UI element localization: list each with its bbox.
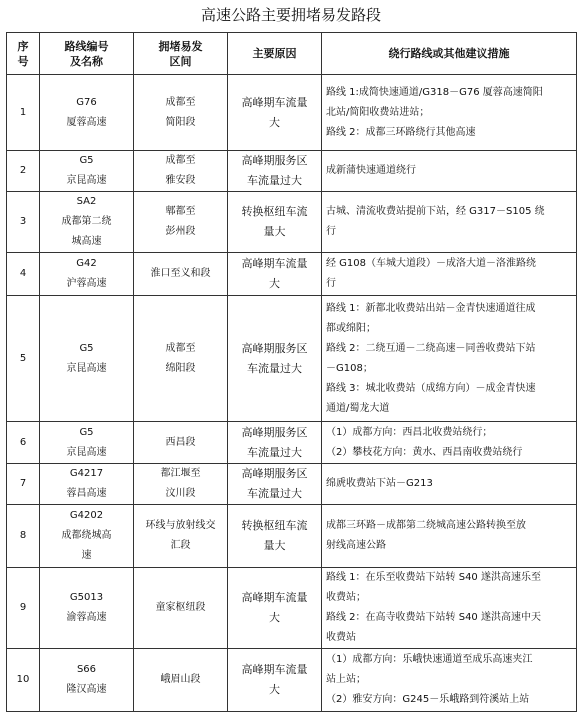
main-cause: 高峰期车流量 大 (228, 75, 322, 151)
main-cause: 高峰期车流量 大 (228, 253, 322, 296)
detour-suggestion: 经 G108（车城大道段）－成洛大道－洛淮路绕 行 (322, 253, 577, 296)
road-name: G4202 成都绕城高 速 (40, 505, 134, 568)
row-number: 3 (7, 192, 40, 253)
congestion-section: 成都至 绵阳段 (134, 296, 228, 422)
main-cause: 高峰期服务区 车流量过大 (228, 422, 322, 464)
header-section: 拥堵易发 区间 (134, 33, 228, 75)
road-name: G5 京昆高速 (40, 422, 134, 464)
road-name: G5 京昆高速 (40, 151, 134, 192)
header-cause: 主要原因 (228, 33, 322, 75)
main-cause: 高峰期服务区 车流量过大 (228, 151, 322, 192)
row-number: 5 (7, 296, 40, 422)
header-road: 路线编号 及名称 (40, 33, 134, 75)
table-row (7, 422, 577, 464)
congestion-section: 淮口至义和段 (134, 253, 228, 296)
table-row (7, 296, 577, 422)
main-cause: 转换枢纽车流 量大 (228, 192, 322, 253)
row-number: 8 (7, 505, 40, 568)
row-number: 4 (7, 253, 40, 296)
road-name: G76 厦蓉高速 (40, 75, 134, 151)
detour-suggestion: （1）成都方向：西昌北收费站绕行； （2）攀枝花方向：黄水、西昌南收费站绕行 (322, 422, 577, 464)
main-cause: 高峰期服务区 车流量过大 (228, 296, 322, 422)
page-title: 高速公路主要拥堵易发路段 (200, 6, 381, 24)
detour-suggestion: （1）成都方向：乐峨快速通道至成乐高速夹江 站上站； （2）雅安方向：G245－乐峨路到符溪站上站 (322, 649, 577, 712)
table-row (7, 75, 577, 151)
road-name: SA2 成都第二绕 城高速 (40, 192, 134, 253)
road-name: S66 隆汉高速 (40, 649, 134, 712)
header-detour: 绕行路线或其他建议措施 (322, 33, 577, 75)
congestion-section: 环线与放射线交 汇段 (134, 505, 228, 568)
congestion-section: 郫都至 彭州段 (134, 192, 228, 253)
row-number: 10 (7, 649, 40, 712)
table-row (7, 649, 577, 712)
road-name: G5013 渝蓉高速 (40, 568, 134, 649)
table-row (7, 192, 577, 253)
detour-suggestion: 路线 1:成简快速通道/G318－G76 厦蓉高速简阳 北站/简阳收费站进站； 路线 2：成都三环路绕行其他高速 (322, 75, 577, 151)
road-name: G5 京昆高速 (40, 296, 134, 422)
detour-suggestion: 绵虒收费站下站－G213 (322, 464, 577, 505)
table-row (7, 151, 577, 192)
row-number: 6 (7, 422, 40, 464)
congestion-section: 成都至 简阳段 (134, 75, 228, 151)
detour-suggestion: 成都三环路－成都第二绕城高速公路转换至放 射线高速公路 (322, 505, 577, 568)
congestion-section: 成都至 雅安段 (134, 151, 228, 192)
detour-suggestion: 路线 1：在乐至收费站下站转 S40 遂洪高速乐至 收费站； 路线 2：在高寺收费站下站转 S40 遂洪高速中天 收费站 (322, 568, 577, 649)
table-row (7, 505, 577, 568)
congestion-section: 峨眉山段 (134, 649, 228, 712)
congestion-table (6, 32, 577, 712)
row-number: 1 (7, 75, 40, 151)
congestion-section: 都江堰至 汶川段 (134, 464, 228, 505)
table-header-row (7, 33, 577, 75)
main-cause: 高峰期车流量 大 (228, 568, 322, 649)
detour-suggestion: 路线 1：新都北收费站出站－金青快速通道往成 都或绵阳； 路线 2：二绕互通－二绕高速－同善收费站下站 －G108； 路线 3：城北收费站（成绵方向）－成金青快速 通道/蜀龙大道 (322, 296, 577, 422)
main-cause: 转换枢纽车流 量大 (228, 505, 322, 568)
row-number: 9 (7, 568, 40, 649)
table-row (7, 568, 577, 649)
congestion-section: 童家枢纽段 (134, 568, 228, 649)
table-row (7, 464, 577, 505)
row-number: 7 (7, 464, 40, 505)
row-number: 2 (7, 151, 40, 192)
main-cause: 高峰期服务区 车流量过大 (228, 464, 322, 505)
header-no: 序 号 (7, 33, 40, 75)
detour-suggestion: 古城、清流收费站提前下站，经 G317－S105 绕 行 (322, 192, 577, 253)
road-name: G4217 蓉昌高速 (40, 464, 134, 505)
detour-suggestion: 成新蒲快速通道绕行 (322, 151, 577, 192)
congestion-section: 西昌段 (134, 422, 228, 464)
main-cause: 高峰期车流量 大 (228, 649, 322, 712)
table-row (7, 253, 577, 296)
road-name: G42 沪蓉高速 (40, 253, 134, 296)
